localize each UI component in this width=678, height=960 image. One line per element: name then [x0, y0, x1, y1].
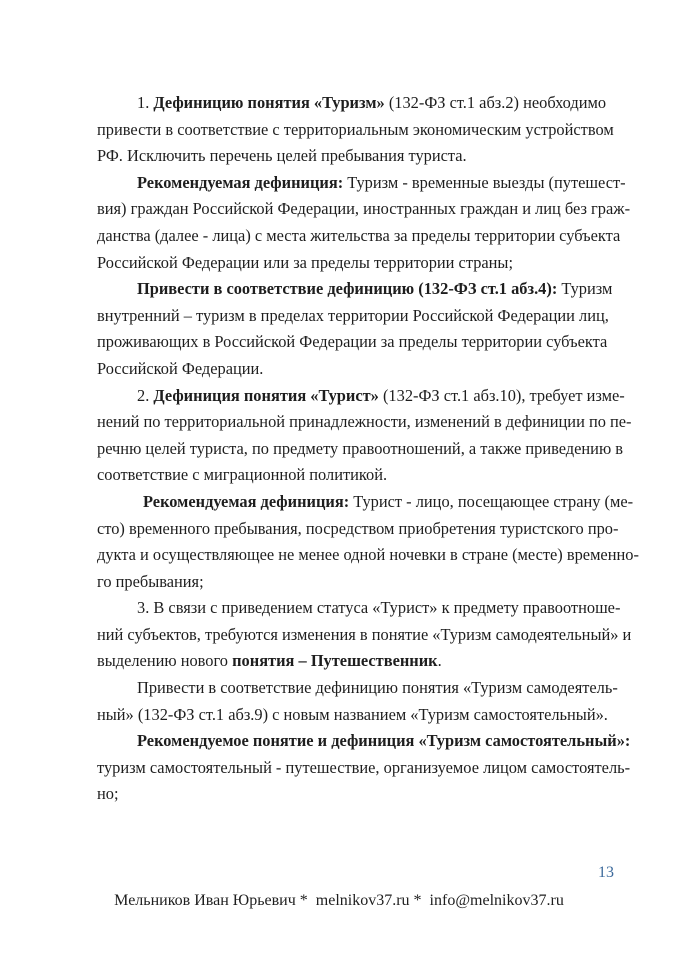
text-line	[97, 569, 601, 596]
document-body	[97, 90, 639, 808]
text-run: но;	[97, 784, 119, 804]
text-line	[97, 622, 632, 649]
text-line	[97, 303, 609, 330]
text-run: (132-ФЗ ст.1 абз.2) необходимо	[384, 93, 607, 112]
text-run: Турист - лицо, посещающее страну (ме-	[349, 491, 634, 511]
text-line	[97, 462, 601, 489]
text-line	[97, 409, 632, 436]
text-line	[97, 250, 601, 277]
bold-text: Привести в соответствие дефиницию (132-ФЗ ст.1 абз.4):	[137, 279, 558, 299]
paragraph	[97, 90, 614, 170]
text-run: 1.	[137, 93, 154, 112]
text-line	[97, 143, 601, 170]
text-run: Туризм	[557, 279, 613, 299]
text-line	[97, 702, 608, 729]
text-line	[97, 117, 614, 144]
text-line	[97, 170, 626, 197]
text-run: .	[437, 651, 442, 671]
paragraph	[97, 595, 632, 675]
text-line	[97, 489, 634, 516]
text-run: РФ. Исключить перечень целей пребывания туриста.	[97, 146, 467, 166]
paragraph	[97, 489, 639, 595]
paragraph	[97, 383, 632, 489]
text-run: туризм самостоятельный - путешествие, организуемое лицом самостоятель-	[97, 757, 631, 777]
text-run: Туризм - временные выезды (путешест-	[343, 172, 626, 192]
text-line	[97, 648, 601, 675]
text-run: проживающих в Российской Федерации за пределы территории субъекта	[97, 332, 608, 352]
paragraph	[97, 276, 613, 382]
bold-text: Рекомендуемое понятие и дефиниция «Туризм самостоятельный»:	[137, 731, 631, 751]
text-run: выделению нового	[97, 651, 233, 671]
page-number: 13	[598, 864, 614, 881]
text-line	[97, 383, 625, 410]
text-run: дукта и осуществляющее не менее одной ночевки в стране (месте) временно-	[97, 545, 639, 565]
text-line	[97, 329, 608, 356]
text-line	[97, 781, 601, 808]
text-line	[97, 755, 631, 782]
text-line	[97, 542, 639, 569]
text-line	[97, 223, 621, 250]
text-run: речню целей туриста, по предмету правоотношений, а также приведению в	[97, 438, 624, 458]
text-run: Российской Федерации или за пределы территории страны;	[97, 252, 513, 272]
text-run: внутренний – туризм в пределах территории Российской Федерации лиц,	[97, 305, 609, 325]
bold-text: Рекомендуемая дефиниция:	[137, 172, 344, 192]
text-line	[97, 595, 621, 622]
bold-text: Рекомендуемая дефиниция:	[143, 491, 350, 511]
bold-text: Дефиниция понятия «Турист»	[153, 385, 379, 405]
text-line	[97, 675, 618, 702]
text-run: (132-ФЗ ст.1 абз.10), требует изме-	[378, 385, 625, 405]
bold-text: Дефиницию понятия «Туризм»	[153, 93, 385, 112]
text-run: ний субъектов, требуются изменения в понятие «Туризм самодеятельный» и	[97, 624, 632, 644]
text-line	[97, 276, 613, 303]
text-run: вия) граждан Российской Федерации, иностранных граждан и лиц без граж-	[97, 199, 631, 219]
text-line	[97, 356, 601, 383]
text-run: нений по территориальной принадлежности, изменений в дефиниции по пе-	[97, 412, 632, 432]
text-run: соответствие с миграционной политикой.	[97, 465, 388, 485]
text-line	[97, 196, 631, 223]
text-run: ный» (132-ФЗ ст.1 абз.9) с новым названием «Туризм самостоятельный».	[97, 704, 608, 724]
text-line	[97, 90, 607, 117]
text-run: привести в соответствие с территориальным экономическим устройством	[97, 119, 614, 139]
text-run: 3. В связи с приведением статуса «Турист» к предмету правоотноше-	[137, 598, 621, 618]
paragraph	[97, 170, 631, 276]
text-run: Российской Федерации.	[97, 358, 264, 378]
text-run: данства (далее - лица) с места жительства за пределы территории субъекта	[97, 225, 621, 245]
text-run: го пребывания;	[97, 571, 204, 591]
paragraph	[97, 675, 618, 728]
page-footer: Мельников Иван Юрьевич * melnikov37.ru * info@melnikov37.ru	[114, 892, 564, 909]
paragraph	[97, 728, 631, 808]
text-run: 2.	[137, 385, 154, 405]
text-run: Привести в соответствие дефиницию понятия «Туризм самодеятель-	[137, 678, 618, 698]
text-line	[97, 436, 624, 463]
text-line	[97, 728, 631, 755]
text-line	[97, 516, 619, 543]
text-run: сто) временного пребывания, посредством приобретения туристского про-	[97, 518, 619, 538]
bold-text: понятия – Путешественник	[232, 651, 438, 671]
